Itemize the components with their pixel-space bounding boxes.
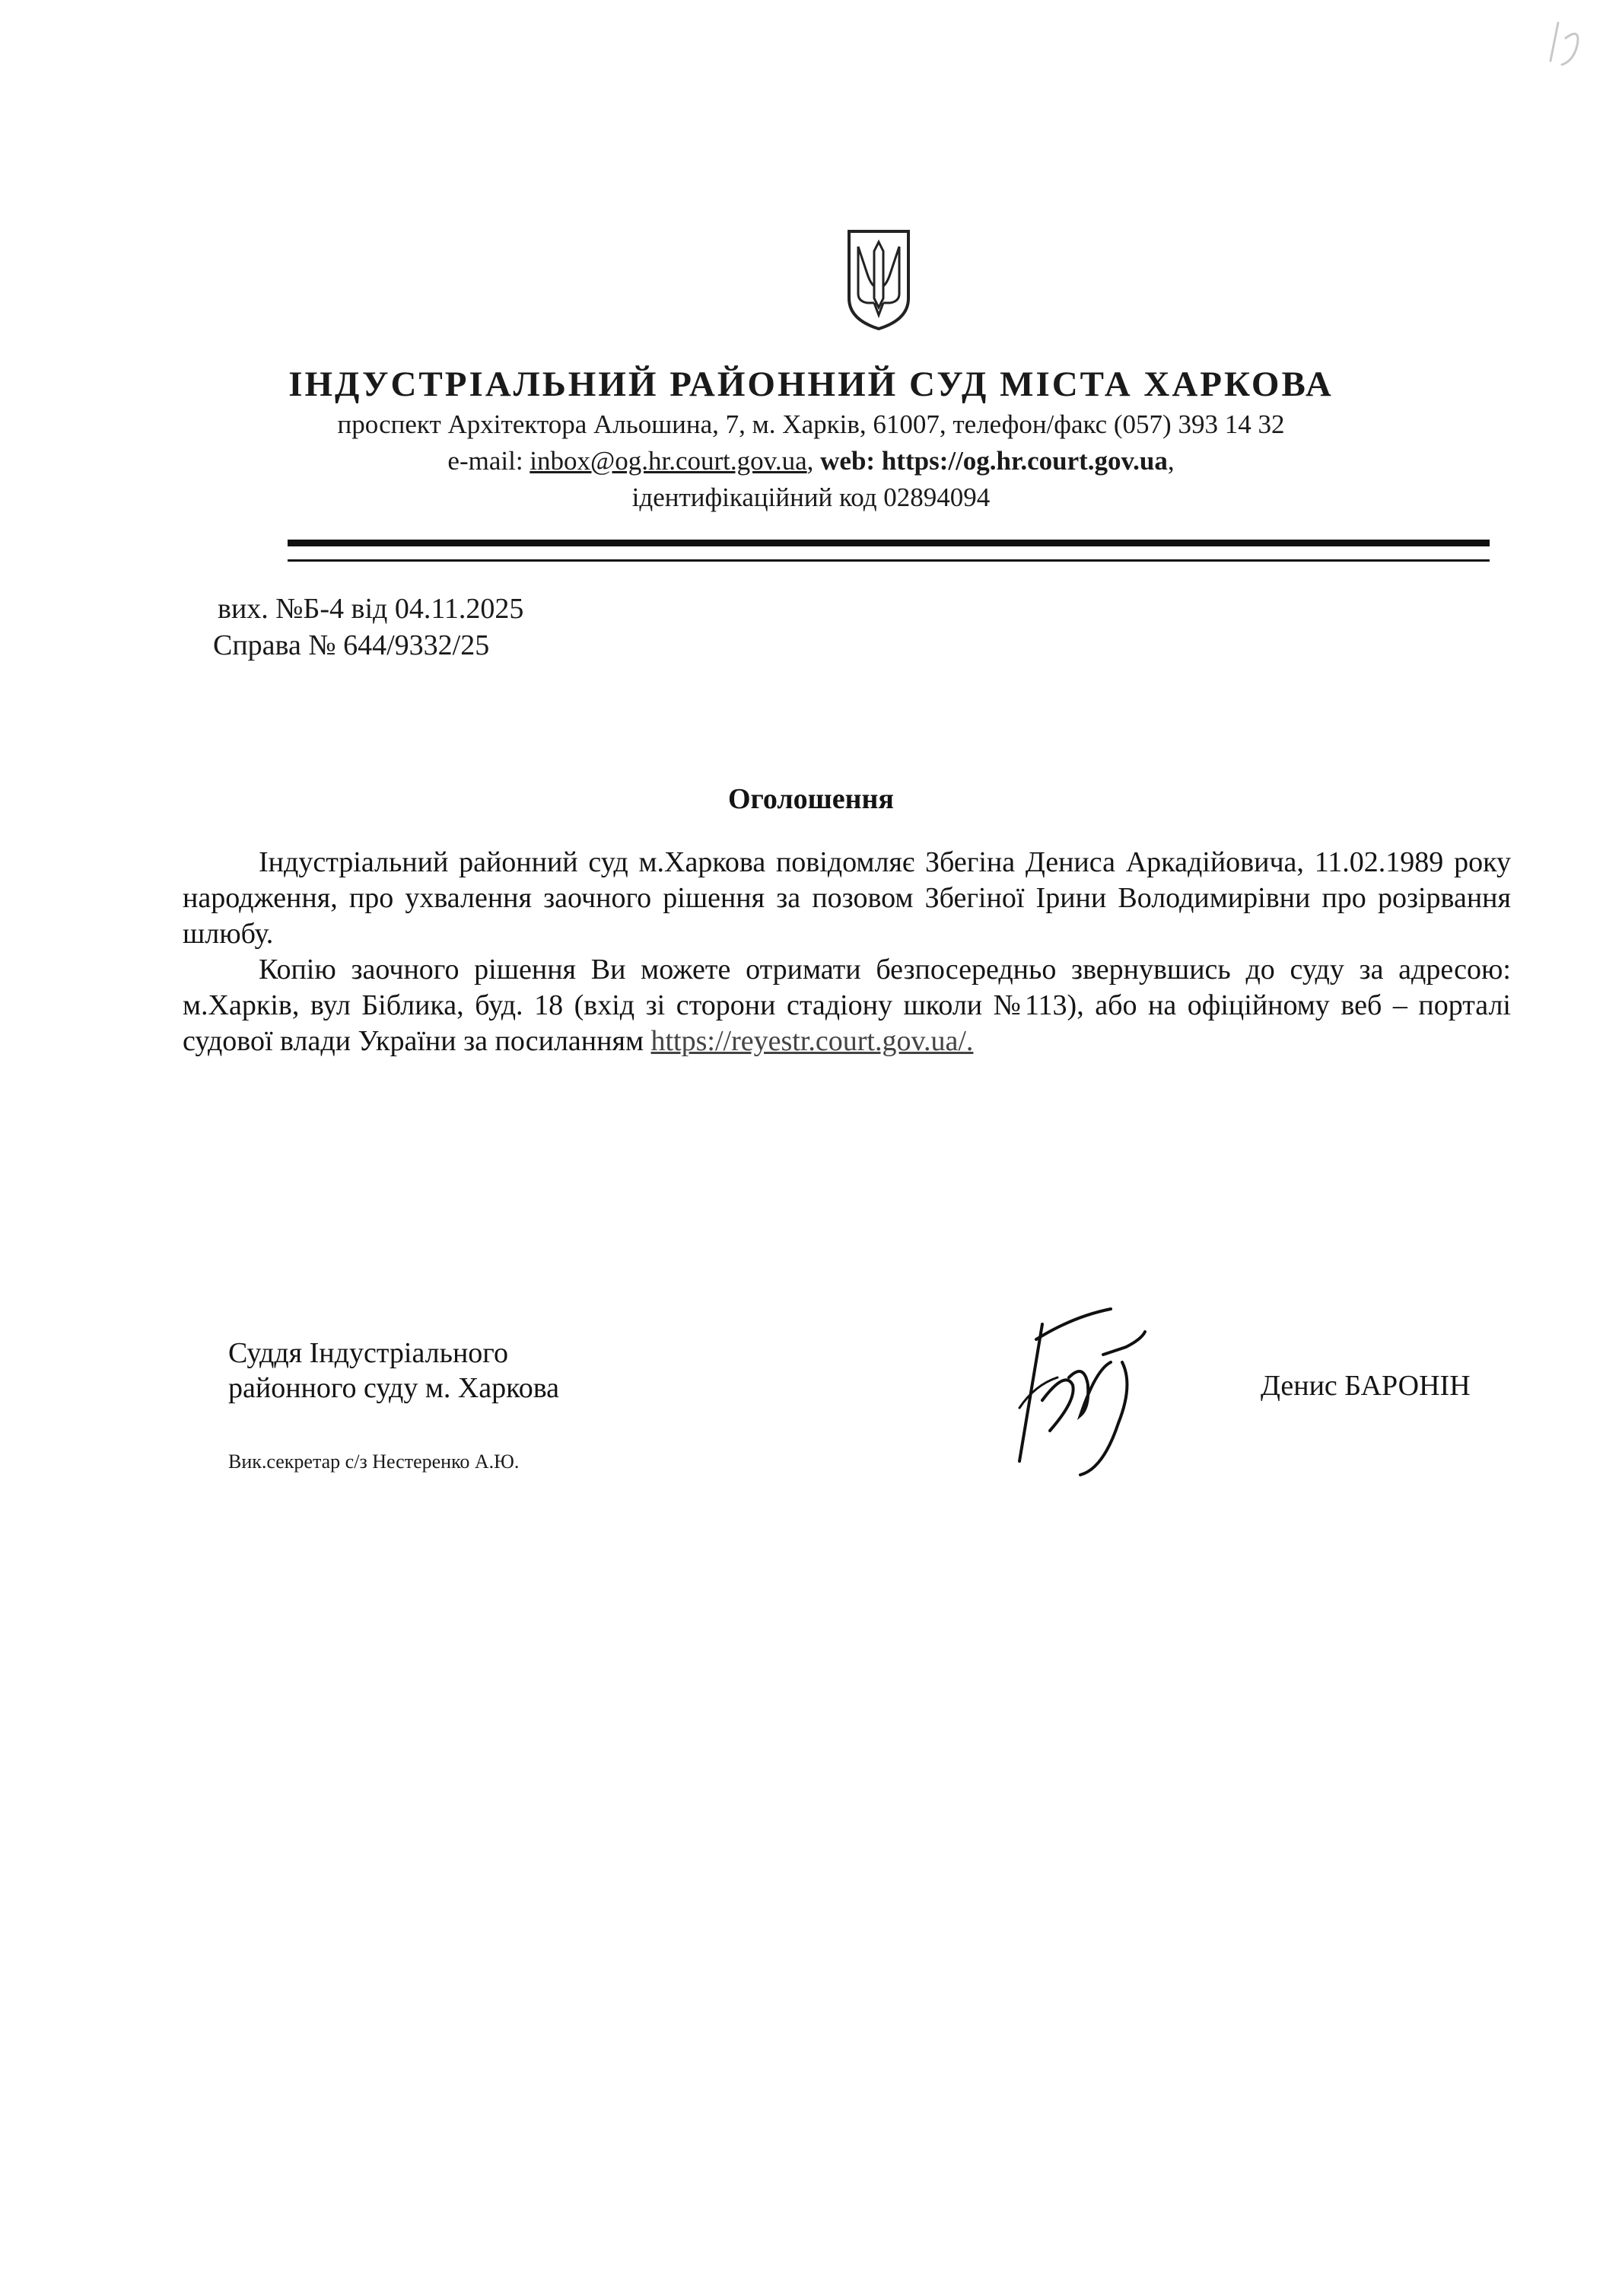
- secretary-note: Вик.секретар с/з Нестеренко А.Ю.: [228, 1451, 520, 1473]
- notice-paragraph-1: Індустріальний районний суд м.Харкова повідомляє Збегіна Дениса Аркадійовича, 11.02.1989 року народження, про ухвалення заочного рішення за позовом Збегіної Ірини Володимирівни про розірвання шлюбу.: [183, 846, 1511, 950]
- notice-paragraph-2: [183, 952, 1511, 1059]
- contact-line: e-mail: inbox@og.hr.court.gov.ua, web: https://og.hr.court.gov.ua,: [447, 446, 1175, 476]
- email-link[interactable]: inbox@og.hr.court.gov.ua: [530, 446, 807, 476]
- web-link[interactable]: https://og.hr.court.gov.ua: [881, 446, 1168, 476]
- notice-title: Оголошення: [728, 783, 894, 815]
- case-number: Справа № 644/9332/25: [213, 629, 490, 661]
- header-divider-thin: [288, 559, 1490, 562]
- judge-title-line-2: районного суду м. Харкова: [228, 1372, 560, 1404]
- court-name-heading: ІНДУСТРІАЛЬНИЙ РАЙОННИЙ СУД МІСТА ХАРКОВА: [288, 365, 1334, 404]
- email-label: e-mail:: [447, 446, 523, 476]
- coat-of-arms-icon: [844, 228, 913, 332]
- header-divider-thick: [288, 540, 1490, 546]
- web-label: web:: [820, 446, 876, 476]
- id-code: ідентифікаційний код 02894094: [631, 482, 991, 512]
- pencil-mark-icon: [1535, 8, 1604, 76]
- notice-paragraph-2-text: Копію заочного рішення Ви можете отримати безпосередньо звернувшись до суду за адресою: м.Харків, вул Біблика, буд. 18 (вхід зі сторони стадіону школи №113), або на офіційному веб – порталі судової влади України за посиланням: [183, 954, 1511, 1057]
- outgoing-number: вих. №Б-4 від 04.11.2025: [218, 593, 524, 625]
- judge-title-line-1: Суддя Індустріального: [228, 1337, 508, 1369]
- registry-link[interactable]: https://reyestr.court.gov.ua/.: [650, 1025, 974, 1057]
- handwritten-signature: [989, 1294, 1164, 1476]
- judge-title: [228, 1336, 559, 1406]
- court-address: проспект Архітектора Альошина, 7, м. Харків, 61007, телефон/факс (057) 393 14 32: [337, 409, 1285, 439]
- judge-name: Денис БАРОНІН: [1261, 1370, 1471, 1402]
